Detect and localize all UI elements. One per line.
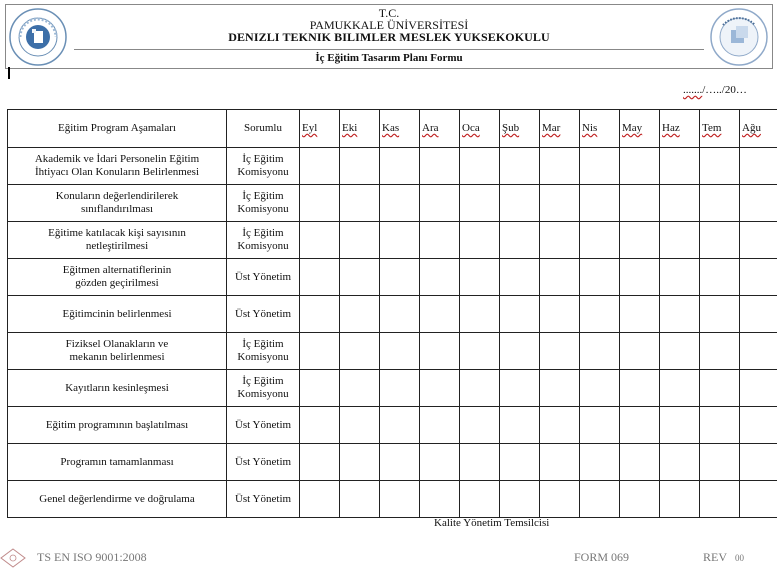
month-cell[interactable] [620, 333, 660, 370]
month-cell[interactable] [300, 185, 340, 222]
month-label: May [622, 122, 643, 134]
month-cell[interactable] [500, 185, 540, 222]
month-cell[interactable] [740, 370, 777, 407]
month-cell[interactable] [380, 148, 420, 185]
date-day-dots: ....... [683, 84, 703, 96]
month-label: Ara [422, 122, 439, 134]
month-cell[interactable] [340, 259, 380, 296]
month-cell[interactable] [700, 333, 740, 370]
header-line-1: T.C. [378, 6, 400, 20]
month-label: Oca [462, 122, 480, 134]
month-cell[interactable] [460, 481, 500, 518]
header-month-12 [740, 110, 777, 148]
revision-label: REV [703, 550, 727, 564]
month-cell[interactable] [420, 370, 460, 407]
responsible-cell [227, 259, 300, 296]
month-cell[interactable] [580, 296, 620, 333]
step-line-1: Eğitim programının başlatılması [45, 418, 189, 431]
step-line-2: mekanın belirlenmesi [69, 351, 165, 363]
header-month-5 [460, 110, 500, 148]
month-cell[interactable] [740, 481, 777, 518]
step-cell [8, 222, 227, 259]
pau-logo-icon [709, 7, 769, 67]
month-cell[interactable] [380, 222, 420, 259]
month-cell[interactable] [380, 481, 420, 518]
step-cell [8, 296, 227, 333]
step-cell [8, 444, 227, 481]
responsible-line-1: İç Eğitim [242, 375, 284, 387]
month-cell[interactable] [500, 444, 540, 481]
month-cell[interactable] [300, 222, 340, 259]
month-cell[interactable] [740, 296, 777, 333]
month-cell[interactable] [300, 407, 340, 444]
header-month-2 [340, 110, 380, 148]
month-cell[interactable] [740, 185, 777, 222]
month-cell[interactable] [460, 222, 500, 259]
month-cell[interactable] [300, 444, 340, 481]
step-cell [8, 333, 227, 370]
certification-seal-icon [0, 548, 26, 568]
month-cell[interactable] [500, 407, 540, 444]
month-cell[interactable] [420, 185, 460, 222]
month-cell[interactable] [740, 444, 777, 481]
step-line-1: Programın tamamlanması [60, 455, 174, 468]
month-cell[interactable] [700, 148, 740, 185]
responsible-line-1: İç Eğitim [242, 227, 284, 239]
month-label: Tem [702, 122, 722, 134]
month-cell[interactable] [420, 222, 460, 259]
header-month-10 [660, 110, 700, 148]
month-cell[interactable] [660, 481, 700, 518]
month-cell[interactable] [620, 259, 660, 296]
step-line-1: Genel değerlendirme ve doğrulama [39, 492, 195, 505]
responsible-cell [227, 185, 300, 222]
step-line-2: netleştirilmesi [85, 240, 149, 252]
month-cell[interactable] [380, 444, 420, 481]
month-cell[interactable] [620, 296, 660, 333]
header-responsible: Sorumlu [227, 110, 300, 148]
table-row [8, 370, 777, 407]
date-field[interactable] [683, 84, 747, 96]
month-cell[interactable] [580, 222, 620, 259]
month-cell[interactable] [300, 333, 340, 370]
month-cell[interactable] [700, 222, 740, 259]
month-cell[interactable] [700, 185, 740, 222]
table-row [8, 444, 777, 481]
header-month-4 [420, 110, 460, 148]
month-label: Haz [662, 122, 680, 134]
document-footer [0, 544, 777, 574]
month-cell[interactable] [700, 407, 740, 444]
month-cell[interactable] [620, 222, 660, 259]
month-cell[interactable] [460, 444, 500, 481]
month-cell[interactable] [660, 296, 700, 333]
header-month-3 [380, 110, 420, 148]
month-cell[interactable] [660, 444, 700, 481]
table-row [8, 185, 777, 222]
month-cell[interactable] [660, 222, 700, 259]
month-cell[interactable] [300, 481, 340, 518]
month-cell[interactable] [700, 370, 740, 407]
responsible-cell [227, 481, 300, 518]
header-line-3: DENIZLI TEKNIK BILIMLER MESLEK YUKSEKOKULU [228, 30, 550, 44]
month-label: Şub [502, 122, 520, 134]
step-line-1: Akademik ve İdari Personelin Eğitim [34, 153, 200, 165]
responsible-line-2: Komisyonu [237, 351, 289, 363]
month-cell[interactable] [460, 407, 500, 444]
month-cell[interactable] [500, 481, 540, 518]
table-row [8, 148, 777, 185]
month-cell[interactable] [340, 296, 380, 333]
month-cell[interactable] [420, 259, 460, 296]
responsible-line-1: İç Eğitim [242, 338, 284, 350]
month-cell[interactable] [540, 370, 580, 407]
quality-representative-label: Kalite Yönetim Temsilcisi [434, 517, 550, 529]
month-cell[interactable] [300, 370, 340, 407]
month-cell[interactable] [380, 259, 420, 296]
table-row [8, 481, 777, 518]
month-cell[interactable] [340, 333, 380, 370]
month-cell[interactable] [740, 222, 777, 259]
month-cell[interactable] [660, 148, 700, 185]
responsible-line-1: İç Eğitim [242, 153, 284, 165]
month-cell[interactable] [460, 259, 500, 296]
form-number: FORM 069 [574, 550, 630, 564]
month-cell[interactable] [740, 148, 777, 185]
step-line-1: Eğitmen alternatiflerinin [62, 264, 172, 276]
month-label: Kas [382, 122, 400, 134]
month-cell[interactable] [540, 407, 580, 444]
step-cell [8, 481, 227, 518]
month-cell[interactable] [540, 185, 580, 222]
month-cell[interactable] [740, 259, 777, 296]
month-cell[interactable] [580, 407, 620, 444]
document-header [5, 4, 773, 69]
month-cell[interactable] [340, 407, 380, 444]
step-line-1: Konuların değerlendirilerek [55, 190, 179, 202]
month-cell[interactable] [620, 185, 660, 222]
month-cell[interactable] [460, 148, 500, 185]
month-label: Eyl [302, 122, 318, 134]
month-cell[interactable] [340, 444, 380, 481]
responsible-line-1: Üst Yönetim [234, 270, 292, 283]
text-cursor [8, 67, 10, 79]
table-row [8, 333, 777, 370]
month-cell[interactable] [700, 444, 740, 481]
month-cell[interactable] [660, 259, 700, 296]
month-cell[interactable] [300, 296, 340, 333]
header-month-8 [580, 110, 620, 148]
month-cell[interactable] [540, 259, 580, 296]
month-cell[interactable] [300, 148, 340, 185]
month-cell[interactable] [460, 333, 500, 370]
month-cell[interactable] [340, 481, 380, 518]
dtbmyo-logo-icon [8, 7, 68, 67]
responsible-cell [227, 222, 300, 259]
header-month-11 [700, 110, 740, 148]
header-line-2: PAMUKKALE ÜNİVERSİTESİ [309, 18, 469, 32]
month-cell[interactable] [380, 333, 420, 370]
month-label: Eki [342, 122, 358, 134]
month-cell[interactable] [500, 333, 540, 370]
month-cell[interactable] [580, 259, 620, 296]
header-titles [74, 5, 704, 68]
month-cell[interactable] [580, 148, 620, 185]
month-cell[interactable] [460, 185, 500, 222]
responsible-cell [227, 296, 300, 333]
month-cell[interactable] [620, 444, 660, 481]
responsible-cell [227, 333, 300, 370]
month-cell[interactable] [620, 407, 660, 444]
table-row [8, 259, 777, 296]
responsible-line-2: Komisyonu [237, 203, 289, 215]
month-cell[interactable] [700, 259, 740, 296]
month-cell[interactable] [420, 148, 460, 185]
month-cell[interactable] [620, 148, 660, 185]
responsible-line-1: Üst Yönetim [234, 307, 292, 320]
header-step: Eğitim Program Aşamaları [8, 110, 227, 148]
step-cell [8, 259, 227, 296]
header-month-9 [620, 110, 660, 148]
month-cell[interactable] [700, 481, 740, 518]
month-label: Nis [582, 122, 598, 134]
month-cell[interactable] [580, 481, 620, 518]
month-cell[interactable] [420, 444, 460, 481]
responsible-cell [227, 407, 300, 444]
responsible-line-2: Komisyonu [237, 388, 289, 400]
revision-number: 00 [735, 553, 744, 563]
step-cell [8, 148, 227, 185]
month-cell[interactable] [500, 222, 540, 259]
month-cell[interactable] [660, 407, 700, 444]
month-cell[interactable] [620, 481, 660, 518]
table-row [8, 222, 777, 259]
month-cell[interactable] [380, 296, 420, 333]
month-cell[interactable] [460, 296, 500, 333]
month-cell[interactable] [540, 148, 580, 185]
month-cell[interactable] [500, 296, 540, 333]
responsible-line-1: İç Eğitim [242, 190, 284, 202]
responsible-cell [227, 444, 300, 481]
step-cell [8, 407, 227, 444]
responsible-line-1: Üst Yönetim [234, 455, 292, 468]
month-cell[interactable] [380, 407, 420, 444]
responsible-line-1: Üst Yönetim [234, 492, 292, 505]
month-cell[interactable] [420, 481, 460, 518]
month-cell[interactable] [460, 370, 500, 407]
month-cell[interactable] [420, 296, 460, 333]
month-cell[interactable] [540, 222, 580, 259]
month-cell[interactable] [540, 296, 580, 333]
step-cell [8, 370, 227, 407]
month-cell[interactable] [340, 148, 380, 185]
month-cell[interactable] [620, 370, 660, 407]
form-title: İç Eğitim Tasarım Planı Formu [315, 52, 463, 64]
date-rest: /…../20… [702, 84, 747, 96]
month-cell[interactable] [340, 185, 380, 222]
month-cell[interactable] [740, 407, 777, 444]
month-cell[interactable] [540, 481, 580, 518]
month-cell[interactable] [420, 333, 460, 370]
month-cell[interactable] [700, 296, 740, 333]
step-line-1: Fiziksel Olanakların ve [65, 338, 169, 350]
table-row [8, 407, 777, 444]
month-cell[interactable] [580, 444, 620, 481]
month-cell[interactable] [660, 370, 700, 407]
month-cell[interactable] [300, 259, 340, 296]
responsible-cell [227, 370, 300, 407]
month-cell[interactable] [580, 370, 620, 407]
month-cell[interactable] [340, 222, 380, 259]
step-line-2: İhtiyacı Olan Konuların Belirlenmesi [34, 166, 200, 178]
month-cell[interactable] [380, 370, 420, 407]
revision [703, 550, 744, 565]
month-cell[interactable] [660, 185, 700, 222]
responsible-line-2: Komisyonu [237, 240, 289, 252]
month-cell[interactable] [500, 148, 540, 185]
header-month-7 [540, 110, 580, 148]
month-cell[interactable] [740, 333, 777, 370]
step-line-1: Kayıtların kesinleşmesi [65, 381, 169, 394]
month-cell[interactable] [580, 185, 620, 222]
training-plan-table [7, 109, 777, 518]
month-cell[interactable] [340, 370, 380, 407]
header-divider [74, 49, 704, 50]
month-label: Mar [542, 122, 561, 134]
step-line-2: sınıflandırılması [80, 203, 154, 215]
responsible-line-2: Komisyonu [237, 166, 289, 178]
month-cell[interactable] [420, 407, 460, 444]
step-line-2: gözden geçirilmesi [75, 277, 159, 289]
responsible-line-1: Üst Yönetim [234, 418, 292, 431]
header-month-6 [500, 110, 540, 148]
month-cell[interactable] [660, 333, 700, 370]
month-cell[interactable] [540, 444, 580, 481]
step-line-1: Eğitime katılacak kişi sayısının [48, 227, 186, 239]
table-row [8, 296, 777, 333]
table-header-row [8, 110, 777, 148]
month-cell[interactable] [380, 185, 420, 222]
month-label: Ağu [742, 122, 761, 134]
header-month-1 [300, 110, 340, 148]
iso-standard: TS EN ISO 9001:2008 [37, 550, 147, 564]
month-cell[interactable] [500, 370, 540, 407]
step-cell [8, 185, 227, 222]
responsible-cell [227, 148, 300, 185]
month-cell[interactable] [500, 259, 540, 296]
month-cell[interactable] [540, 333, 580, 370]
step-line-1: Eğitimcinin belirlenmesi [62, 307, 172, 320]
month-cell[interactable] [580, 333, 620, 370]
